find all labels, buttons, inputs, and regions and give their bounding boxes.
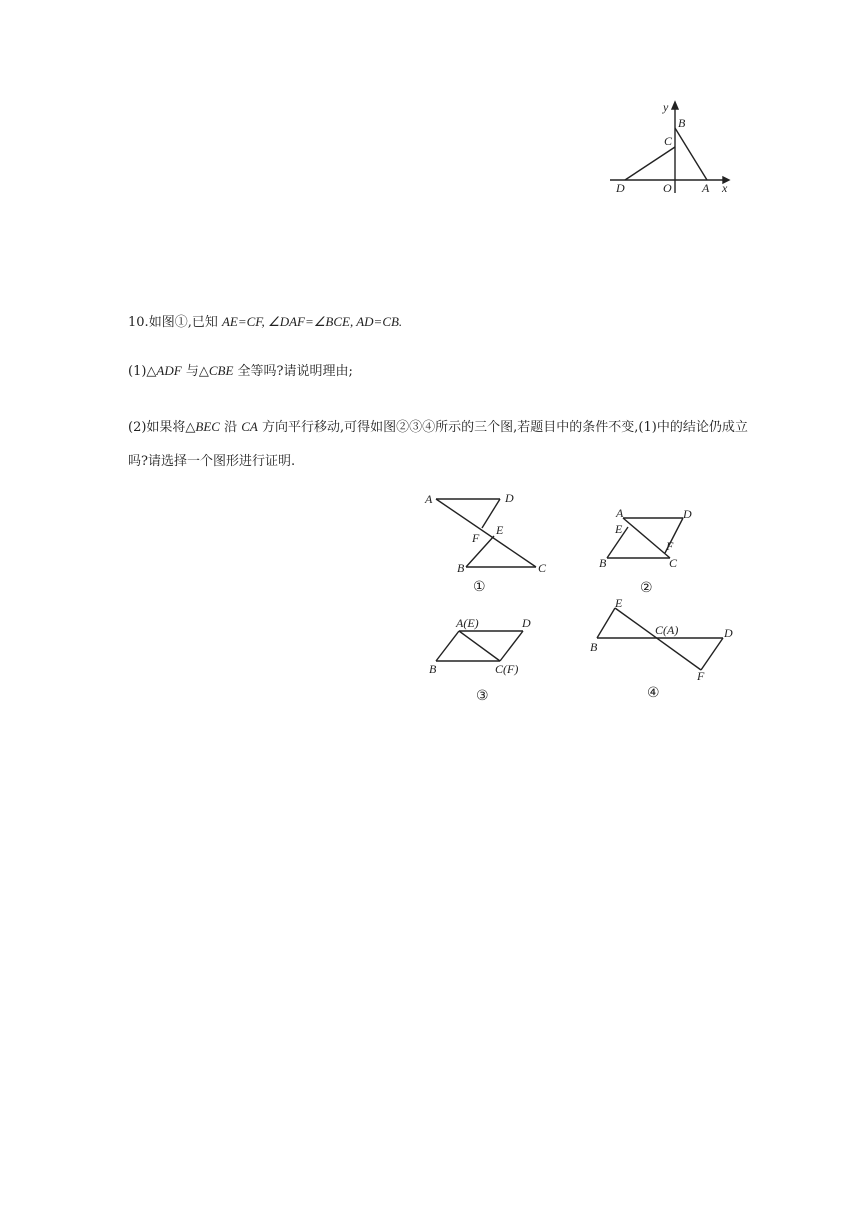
label-a-e: A(E) (456, 616, 479, 630)
label-x: x (722, 181, 728, 195)
figure-1 (420, 490, 560, 595)
label-e: E (615, 522, 623, 536)
figure-2-caption: ② (640, 580, 653, 596)
part2-direction: CA (241, 419, 258, 434)
figure-3 (420, 610, 550, 705)
segment-ab (675, 128, 707, 180)
part2-mid: 沿 (219, 420, 242, 435)
segment-ef (615, 608, 701, 670)
label-d: D (683, 507, 692, 521)
question-part-2 (128, 410, 748, 479)
label-f: F (666, 539, 674, 553)
label-c: C (664, 134, 673, 148)
segment-eb (597, 608, 615, 638)
part1-prefix: (1)△ (128, 364, 157, 379)
y-axis-arrow (672, 102, 678, 109)
label-d: D (616, 181, 625, 195)
part2-triangle: BEC (195, 419, 220, 434)
figure-2 (595, 505, 705, 600)
part1-mid: 与△ (181, 364, 209, 379)
segment-ba (436, 631, 459, 661)
question-intro: 如图①,已知 (148, 315, 222, 330)
label-e: E (496, 523, 504, 537)
label-c-a: C(A) (655, 623, 679, 637)
label-a: A (425, 492, 433, 506)
figure-3-caption: ③ (476, 688, 489, 704)
figure-4-caption: ④ (647, 685, 660, 701)
figure-4 (585, 595, 745, 705)
part2-prefix: (2)如果将△ (128, 420, 196, 435)
label-b: B (678, 116, 686, 130)
label-c: C (538, 561, 547, 575)
part1-triangle-1: ADF (156, 363, 182, 378)
label-f: F (697, 669, 705, 683)
label-b: B (590, 640, 598, 654)
question-given: AE=CF, ∠DAF=∠BCE, AD=CB. (221, 314, 403, 329)
segment-ac (623, 518, 670, 558)
label-b: B (599, 556, 607, 570)
label-c: C (669, 556, 678, 570)
segment-be (466, 536, 494, 567)
figure-1-caption: ① (473, 579, 486, 595)
label-d: D (505, 491, 514, 505)
question-part-1 (128, 361, 748, 382)
segment-ac (436, 499, 536, 567)
segment-df (701, 638, 723, 670)
part2-suffix: 方向平行移动,可得如图②③④所示的三个图,若题目中的条件不变,(1)中的结论仍成立吗?请选择一个图形进行证明. (128, 420, 748, 469)
segment-ac (459, 631, 500, 661)
question-number: 10. (128, 315, 149, 330)
label-c-f: C(F) (495, 662, 519, 676)
label-f: F (472, 531, 480, 545)
part1-suffix: 全等吗?请说明理由; (233, 364, 353, 379)
question-title (128, 312, 748, 333)
label-y: y (663, 100, 669, 114)
label-b: B (457, 561, 465, 575)
segment-dc (625, 147, 675, 180)
label-d: D (724, 626, 733, 640)
label-a: A (616, 506, 624, 520)
part1-triangle-2: CBE (208, 363, 234, 378)
label-b: B (429, 662, 437, 676)
label-o: O (663, 181, 672, 195)
label-a: A (702, 181, 710, 195)
label-d: D (522, 616, 531, 630)
coordinate-figure (605, 95, 750, 200)
label-e: E (615, 596, 623, 610)
segment-dc (500, 631, 523, 661)
